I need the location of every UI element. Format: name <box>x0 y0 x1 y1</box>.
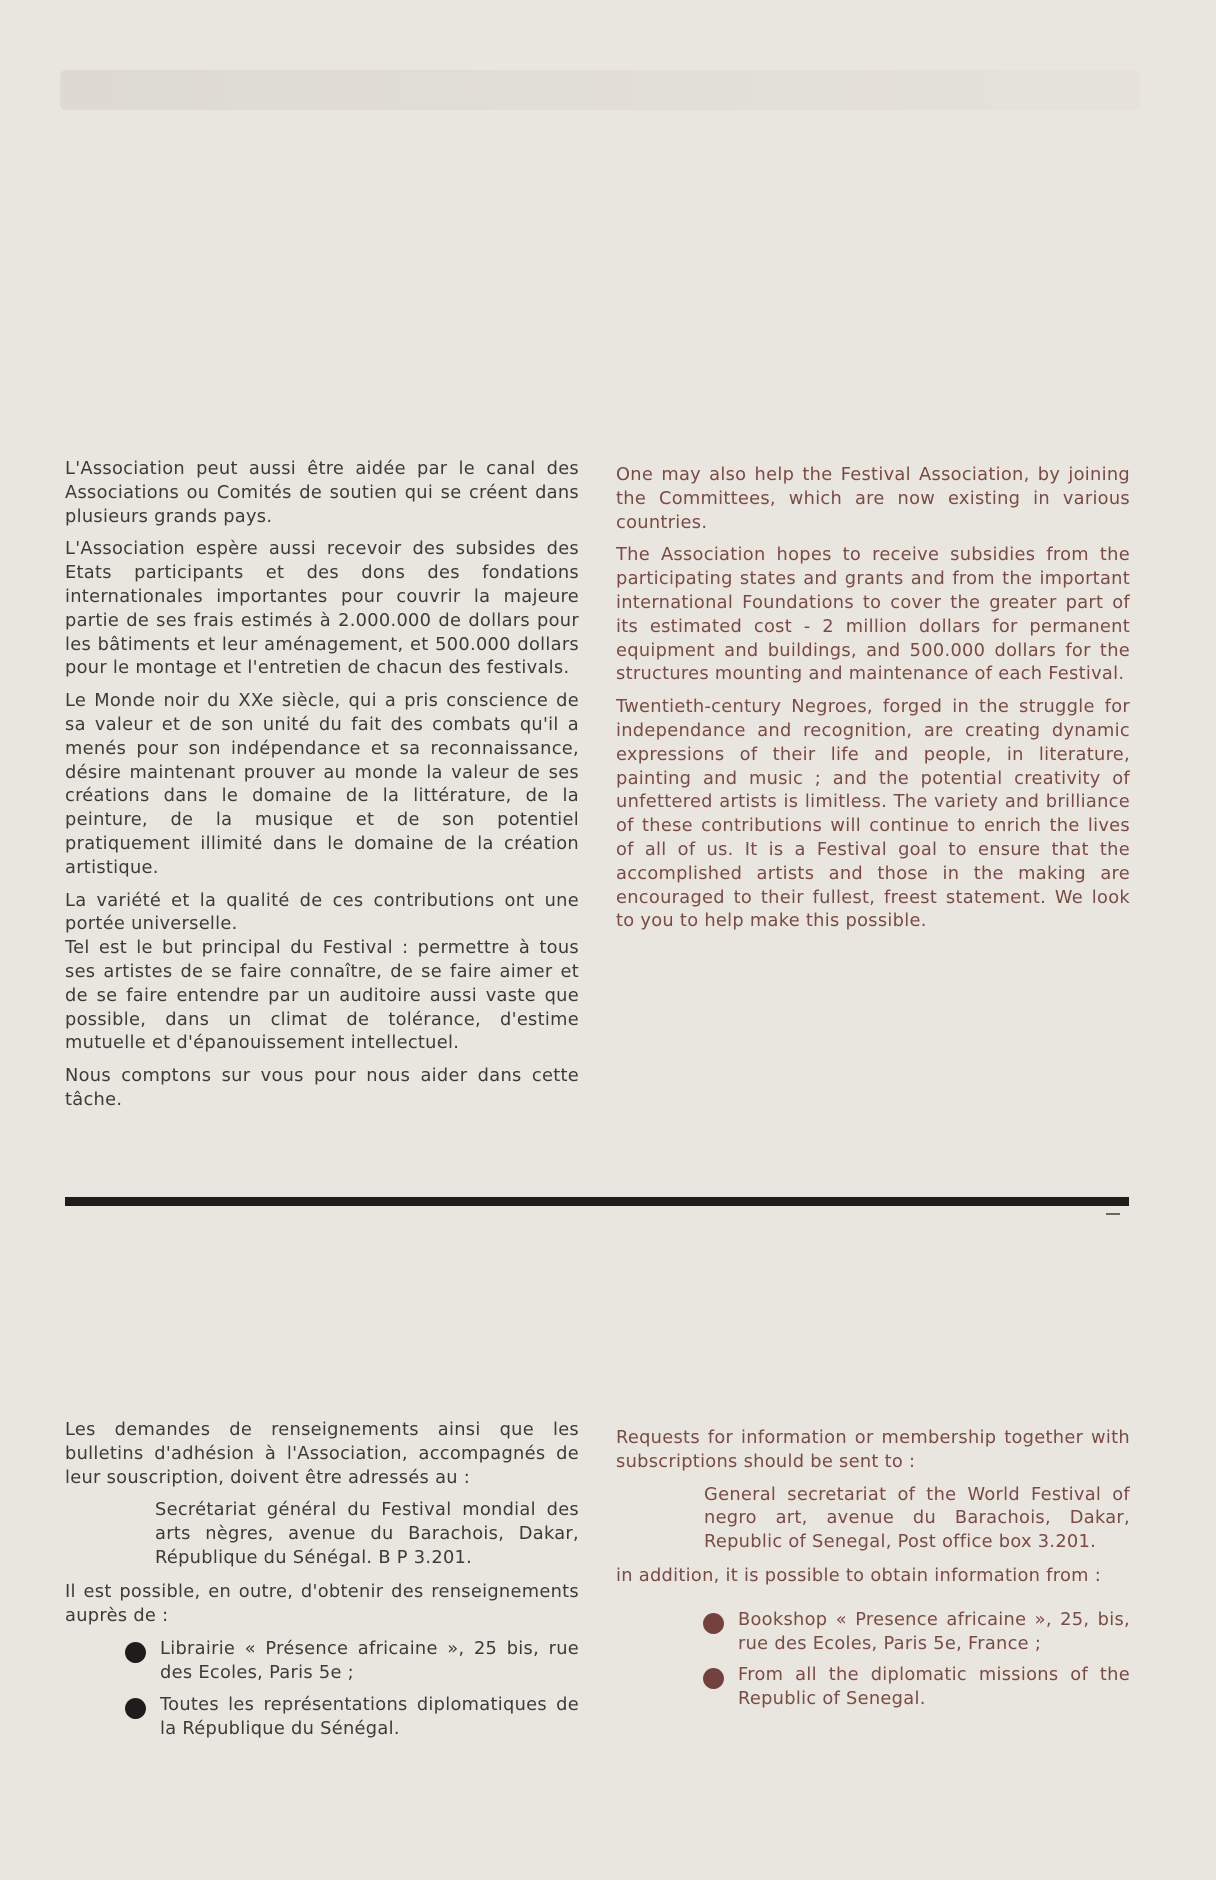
fr-contact-intro: Les demandes de renseignements ainsi que les bulletins d'adhésion à l'Association, accompagnés de leur souscription, doivent être adressés au : <box>65 1419 579 1488</box>
bullet-dot-icon <box>125 1698 146 1719</box>
fr-paragraph-5: Nous comptons sur vous pour nous aider dans cette tâche. <box>65 1065 579 1110</box>
list-item <box>738 1663 1130 1711</box>
fr-paragraph-4b: Tel est le but principal du Festival : permettre à tous ses artistes de se faire connaître, de se faire aimer et de se faire entendre par un auditoire aussi vaste que possible, dans un climat de tolérance, d'estime mutuelle et d'épanouissement intellectuel. <box>65 937 579 1054</box>
fr-bullet-list <box>65 1637 579 1740</box>
bullet-text: Toutes les représentations diplomatiques de la République du Sénégal. <box>160 1693 579 1739</box>
english-text-column-top <box>616 463 1130 942</box>
bullet-text: Librairie « Présence africaine », 25 bis, rue des Ecoles, Paris 5e ; <box>160 1638 579 1684</box>
list-item <box>160 1693 579 1741</box>
en-bullet-list <box>616 1608 1130 1711</box>
fr-paragraph-1: L'Association peut aussi être aidée par le canal des Associations ou Comités de soutien qui se créent dans plusieurs grands pays. <box>65 458 579 527</box>
fr-paragraph-2: L'Association espère aussi recevoir des subsides des Etats participants et des dons des fondations internationales importantes pour couvrir la majeure partie de ses frais estimés à 2.000.000 de dollars pour les bâtiments et leur aménagement, et 500.000 dollars pour le montage et l'entretien de chacun des festivals. <box>65 538 579 679</box>
en-address-block: General secretariat of the World Festival of negro art, avenue du Barachois, Dakar, Republic of Senegal, Post office box 3.201. <box>704 1483 1130 1553</box>
en-contact-intro: Requests for information or membership together with subscriptions should be sent to : <box>616 1427 1130 1472</box>
fr-info-intro: Il est possible, en outre, d'obtenir des renseignements auprès de : <box>65 1580 579 1626</box>
french-text-column-bottom <box>65 1418 579 1749</box>
english-text-column-bottom <box>616 1426 1130 1719</box>
french-text-column-top <box>65 457 579 1121</box>
fr-address-block: Secrétariat général du Festival mondial des arts nègres, avenue du Barachois, Dakar, République du Sénégal. B P 3.201. <box>155 1499 579 1568</box>
en-paragraph-2: The Association hopes to receive subsidies from the participating states and grants and from the important international Foundations to cover the greater part of its estimated cost - 2 million dollars for permanent equipment and buildings, and 500.000 dollars for the structures mounting and maintenance of each Festival. <box>616 544 1130 685</box>
bullet-text: Bookshop « Presence africaine », 25, bis, rue des Ecoles, Paris 5e, France ; <box>738 1608 1130 1654</box>
divider-tick-mark <box>1106 1213 1120 1215</box>
en-paragraph-3: Twentieth-century Negroes, forged in the struggle for independance and recognition, are creating dynamic expressions of their life and people, in literature, painting and music ; and the potential creativity of unfettered artists is limitless. The variety and brilliance of these contributions will continue to enrich the lives of all of us. It is a Festival goal to ensure that the accomplished artists and those in the making are encouraged to their fullest, freest statement. We look to you to help make this possible. <box>616 696 1130 932</box>
bullet-dot-icon <box>125 1642 146 1663</box>
bullet-text: From all the diplomatic missions of the Republic of Senegal. <box>738 1664 1130 1710</box>
list-item <box>738 1608 1130 1656</box>
en-info-intro: in addition, it is possible to obtain information from : <box>616 1564 1102 1586</box>
bullet-dot-icon <box>703 1668 724 1689</box>
bullet-dot-icon <box>703 1613 724 1634</box>
bleed-through-shadow <box>60 70 1140 110</box>
list-item <box>160 1637 579 1685</box>
section-divider-rule <box>65 1197 1129 1206</box>
en-paragraph-1: One may also help the Festival Association, by joining the Committees, which are now existing in various countries. <box>616 464 1130 533</box>
fr-paragraph-3: Le Monde noir du XXe siècle, qui a pris conscience de sa valeur et de son unité du fait des combats qu'il a menés pour son indépendance et sa reconnaissance, désire maintenant prouver au monde la valeur de ses créations dans le domaine de la littérature, de la peinture, de la musique et de son potentiel pratiquement illimité dans le domaine de la création artistique. <box>65 690 579 878</box>
fr-paragraph-4a: La variété et la qualité de ces contributions ont une portée universelle. <box>65 889 579 935</box>
